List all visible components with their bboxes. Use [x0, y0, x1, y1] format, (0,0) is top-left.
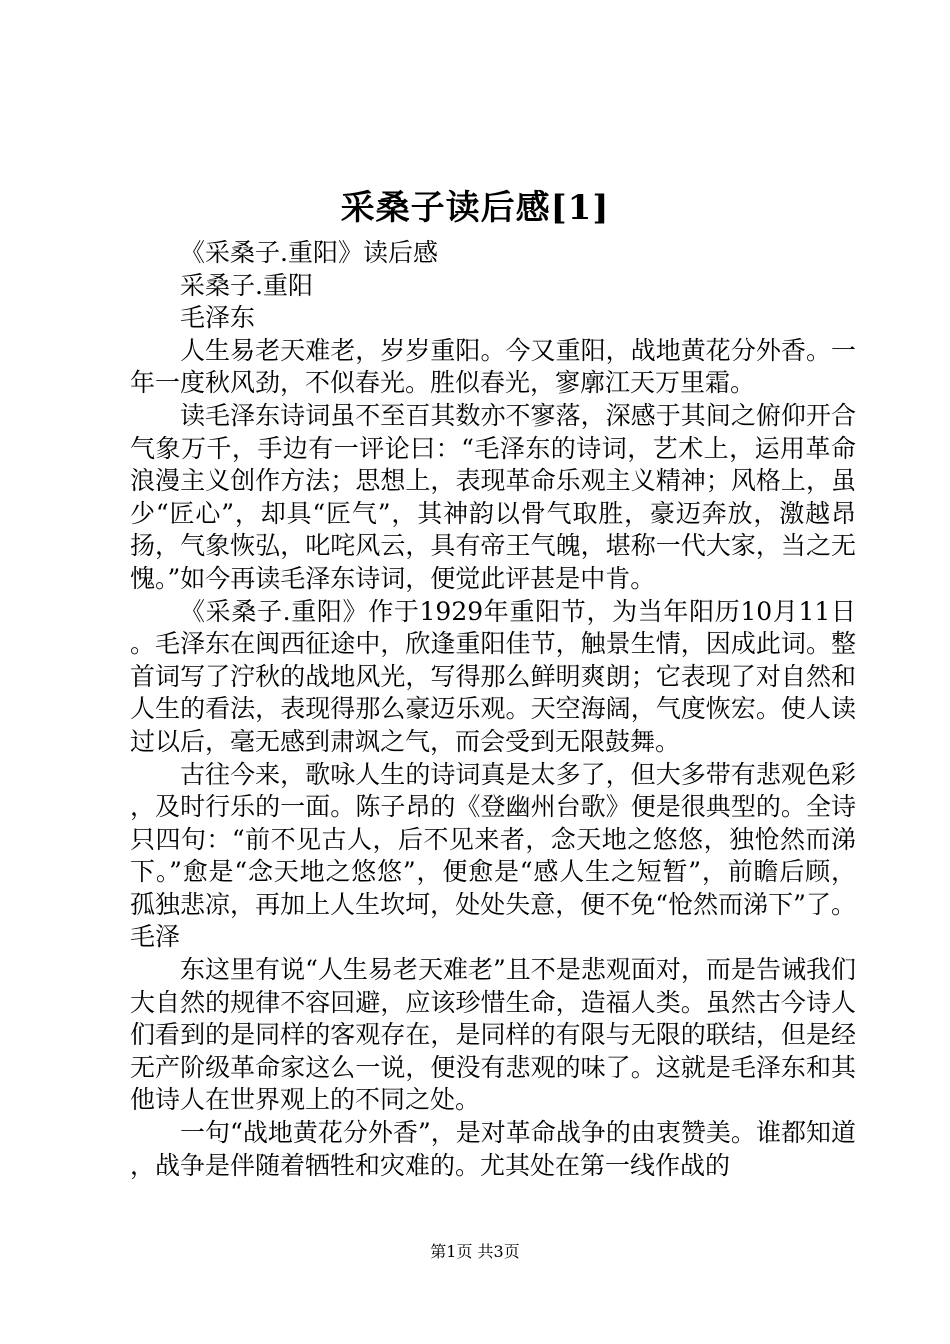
- paragraph-poem-title: 采桑子.重阳: [180, 270, 313, 300]
- paragraph-body: 一句“战地黄花分外香”，是对革命战争的由衷赞美。谁都知道，战争是伴随着牺牲和灾难的。尤其处在第一线作战的: [130, 1118, 856, 1180]
- paragraph-body: 读毛泽东诗词虽不至百其数亦不寥落，深感于其间之俯仰开合气象万千，手边有一评论曰：“毛泽东的诗词，艺术上，运用革命浪漫主义创作方法；思想上，表现革命乐观主义精神；风格上，虽少“匠心”，却具“匠气”，其神韵以骨气取胜，豪迈奔放，激越昂扬，气象恢弘，叱咤风云，具有帝王气魄，堪称一代大家，当之无愧。”如今再读毛泽东诗词，便觉此评甚是中肯。: [130, 400, 856, 593]
- document-title: 采桑子读后感[1]: [340, 188, 610, 228]
- paragraph-body: 《采桑子.重阳》作于1929年重阳节，为当年阳历10月11日。毛泽东在闽西征途中，欣逢重阳佳节，触景生情，因成此词。整首词写了泞秋的战地风光，写得那么鲜明爽朗；它表现了对自然和人生的看法，表现得那么豪迈乐观。天空海阔，气度恢宏。使人读过以后，毫无感到肃飒之气，而会受到无限鼓舞。: [130, 596, 856, 756]
- paragraph-body: 古往今来，歌咏人生的诗词真是太多了，但大多带有悲观色彩，及时行乐的一面。陈子昂的《登幽州台歌》便是很典型的。全诗只四句：“前不见古人，后不见来者，念天地之悠悠，独怆然而涕下。”愈是“念天地之悠悠”，便愈是“感人生之短暂”，前瞻后顾，孤独悲凉，再加上人生坎坷，处处失意，便不免“怆然而涕下”了。毛泽: [130, 759, 856, 952]
- document-body: [130, 237, 856, 1182]
- paragraph-body: 东这里有说“人生易老天难老”且不是悲观面对，而是告诫我们大自然的规律不容回避，应该珍惜生命，造福人类。虽然古今诗人们看到的是同样的客观存在，是同样的有限与无限的联结，但是经无产阶级革命家这么一说，便没有悲观的味了。这就是毛泽东和其他诗人在世界观上的不同之处。: [130, 955, 856, 1115]
- paragraph-poem-text: 人生易老天难老，岁岁重阳。今又重阳，战地黄花分外香。一年一度秋风劲，不似春光。胜似春光，寥廓江天万里霜。: [130, 335, 856, 398]
- paragraph-poem-author: 毛泽东: [180, 303, 256, 333]
- paragraph-essay-heading: 《采桑子.重阳》读后感: [180, 238, 438, 267]
- page-number-footer: 第1页 共3页: [430, 1242, 520, 1261]
